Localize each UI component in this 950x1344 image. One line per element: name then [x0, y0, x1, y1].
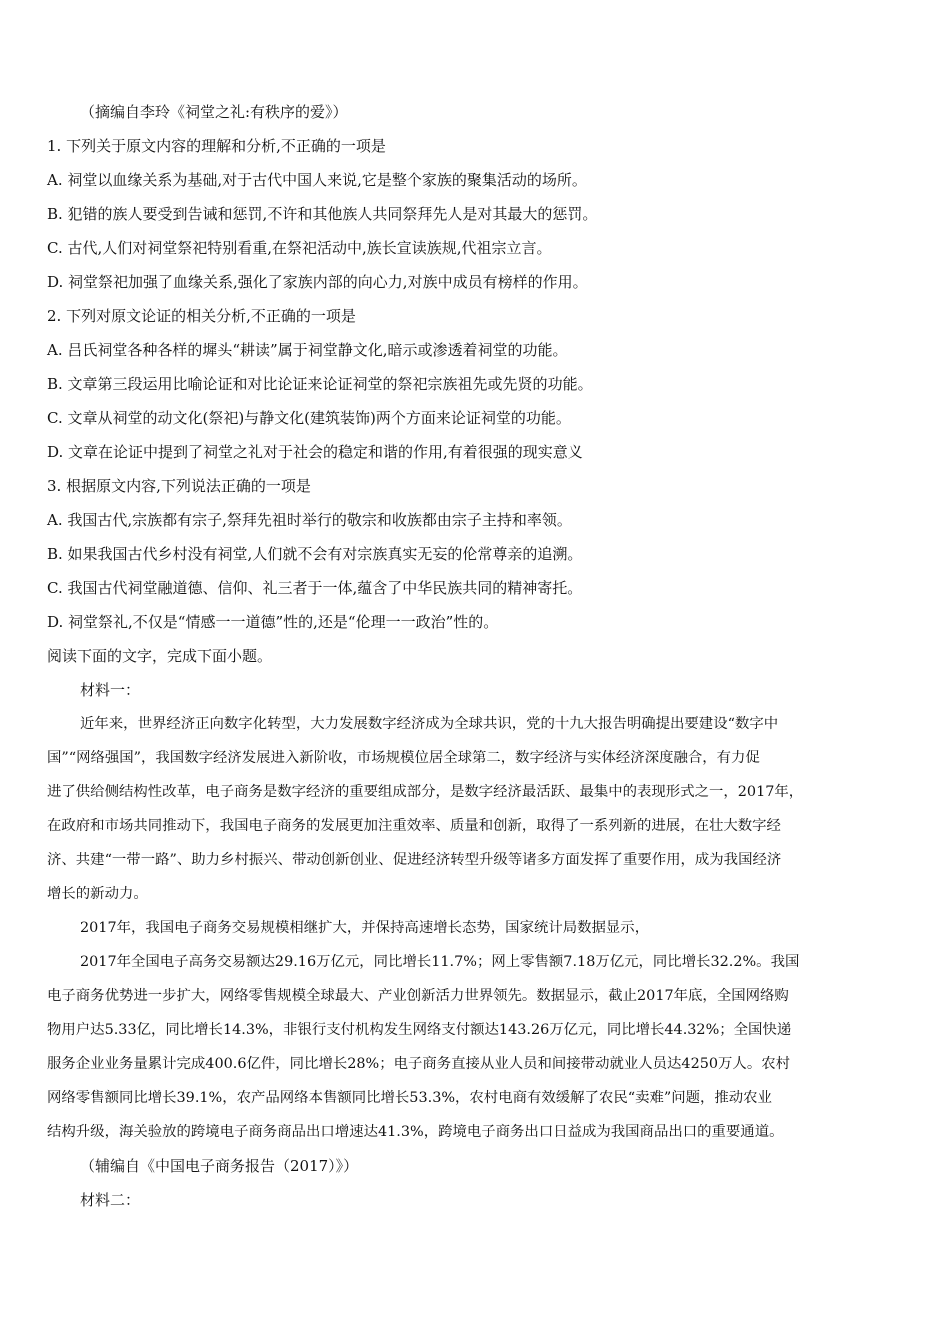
question-stem: 2. 下列对原文论证的相关分析,不正确的一项是 — [47, 307, 356, 325]
paragraph-line: 进了供给侧结构性改革，电子商务是数字经济的重要组成部分，是数字经济最活跃、最集中的表现形式之一，2017年， — [47, 784, 804, 800]
paragraph-line: 物用户达5.33亿，同比增长14.3%，非银行支付机构发生网络支付额达143.26万亿元，同比增长44.32%；全国快递 — [47, 1022, 792, 1038]
question-stem: 3. 根据原文内容,下列说法正确的一项是 — [47, 477, 311, 495]
option-c: C. 我国古代祠堂融道德、信仰、礼三者于一体,蕴含了中华民族共同的精神寄托。 — [47, 579, 583, 597]
reading-instruction: 阅读下面的文字，完成下面小题。 — [47, 647, 273, 665]
option-b: B. 如果我国古代乡村没有祠堂,人们就不会有对宗族真实无妄的伦常尊亲的追溯。 — [47, 545, 583, 563]
option-a: A. 祠堂以血缘关系为基础,对于古代中国人来说,它是整个家族的聚集活动的场所。 — [47, 171, 587, 189]
option-d: D. 祠堂祭祀加强了血缘关系,强化了家族内部的向心力,对族中成员有榜样的作用。 — [47, 273, 588, 291]
option-c: C. 古代,人们对祠堂祭祀特别看重,在祭祀活动中,族长宣读族规,代祖宗立言。 — [47, 239, 552, 257]
source-citation: （辅编自《中国电子商务报告（2017）》） — [80, 1157, 359, 1175]
option-d: D. 文章在论证中提到了祠堂之礼对于社会的稳定和谐的作用,有着很强的现实意义 — [47, 443, 583, 461]
paragraph-line: 近年来，世界经济正向数字化转型，大力发展数字经济成为全球共识，党的十九大报告明确提出要建设“数字中 — [80, 716, 779, 732]
paragraph-line: 结构升级，海关验放的跨境电子商务商品出口增速达41.3%，跨境电子商务出口日益成为我国商品出口的重要通道。 — [47, 1124, 784, 1140]
option-b: B. 文章第三段运用比喻论证和对比论证来论证祠堂的祭祀宗族祖先或先贤的功能。 — [47, 375, 593, 393]
paragraph-line: 2017年全国电子高务交易额达29.16万亿元，同比增长11.7%；网上零售额7.18万亿元，同比增长32.2%。我国 — [80, 954, 800, 970]
paragraph-line: 网络零售额同比增长39.1%，农产品网络本售额同比增长53.3%，农村电商有效缓解了农民“卖难”问题，推动农业 — [47, 1090, 772, 1106]
option-c: C. 文章从祠堂的动文化(祭祀)与静文化(建筑装饰)两个方面来论证祠堂的功能。 — [47, 409, 571, 427]
material-heading: 材料一： — [80, 681, 141, 699]
paragraph-line: 增长的新动力。 — [47, 886, 148, 902]
option-a: A. 我国古代,宗族都有宗子,祭拜先祖时举行的敬宗和收族都由宗子主持和率领。 — [47, 511, 572, 529]
option-d: D. 祠堂祭礼,不仅是“情感一一道德”性的,还是“伦理一一政治”性的。 — [47, 613, 499, 631]
material-heading: 材料二： — [80, 1191, 141, 1209]
paragraph-line: 服务企业业务量累计完成400.6亿件，同比增长28%；电子商务直接从业人员和间接带动就业人员达4250万人。农村 — [47, 1056, 790, 1072]
option-b: B. 犯错的族人要受到告诫和惩罚,不许和其他族人共同祭拜先人是对其最大的惩罚。 — [47, 205, 598, 223]
paragraph-line: 济、共建“一带一路”、助力乡村振兴、带动创新创业、促进经济转型升级等诸多方面发挥了重要作用，成为我国经济 — [47, 852, 782, 868]
paragraph-line: 国”“网络强国”，我国数字经济发展进入新阶收，市场规模位居全球第二，数字经济与实体经济深度融合，有力促 — [47, 750, 760, 766]
paragraph-line: 在政府和市场共同推动下，我国电子商务的发展更加注重效率、质量和创新，取得了一系列新的进展，在壮大数字经 — [47, 818, 781, 834]
question-stem: 1. 下列关于原文内容的理解和分析,不正确的一项是 — [47, 137, 386, 155]
paragraph-line: 2017年，我国电子商务交易规模相继扩大，并保持高速增长态势，国家统计局数据显示， — [80, 920, 650, 936]
option-a: A. 吕氏祠堂各种各样的墀头“耕读”属于祠堂静文化,暗示或渗透着祠堂的功能。 — [47, 341, 568, 359]
source-citation: （摘编自李玲《祠堂之礼:有秩序的爱》） — [80, 103, 348, 121]
paragraph-line: 电子商务优势进一步扩大，网络零售规模全球最大、产业创新活力世界领先。数据显示，截止2017年底，全国网络购 — [47, 988, 789, 1004]
